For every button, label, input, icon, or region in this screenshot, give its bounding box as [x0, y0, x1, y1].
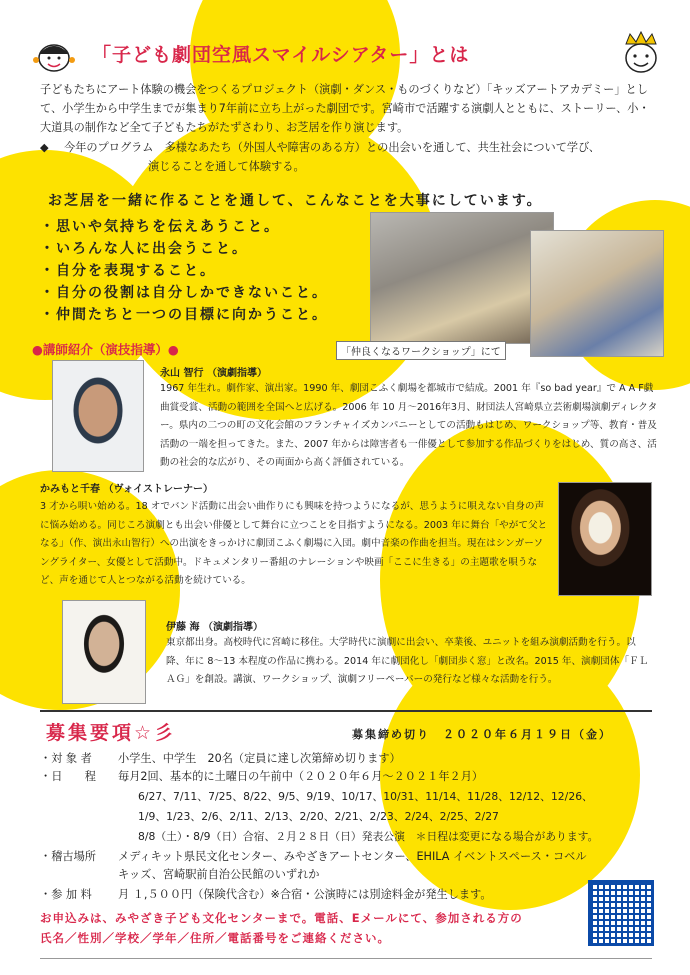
requirement-key: ・稽古場所 [40, 850, 96, 863]
instructors-heading: ●講師紹介（演技指導）● [32, 342, 179, 357]
recruitment-details [40, 750, 660, 904]
qr-code[interactable] [588, 880, 654, 946]
values-list [40, 216, 328, 326]
application-line-2: 氏名／性別／学校／学年／住所／電話番号をご連絡ください。 [40, 931, 390, 945]
smiling-face-icon [620, 30, 662, 76]
values-item: ・思いや気持ちを伝えあうこと。 [40, 219, 280, 235]
requirement-row-continued: キッズ、宮崎駅前自治公民館のいずれか [118, 868, 320, 881]
requirement-row [40, 750, 660, 768]
instructor-name-nagayama: 永山 智行 （演劇指導） [160, 368, 267, 379]
values-item: ・仲間たちと一つの目標に向かうこと。 [40, 307, 328, 323]
bottom-divider [40, 958, 652, 959]
workshop-photo-1 [370, 212, 554, 344]
instructor-name-ito: 伊藤 海 （演劇指導） [166, 622, 263, 633]
requirement-key: ・日 程 [40, 770, 96, 783]
program-bullet: ◆ [40, 141, 49, 154]
values-heading: お芝居を一緒に作ることを通して、こんなことを大事にしています。 [48, 193, 543, 209]
values-item: ・自分の役割は自分しかできないこと。 [40, 285, 328, 301]
instructor-bio-kamimoto: 3 才から唄い始める。18 オでバンド活動に出会い曲作りにも興味を持つようになるが、思うように唄えない自身の声に悩み始める。同じころ演劇とも出会い俳優として舞台に立つことを目指すようになる。2003 年に舞台「やがて父となる」（作、演出永山智行）への出演をきっかけに劇団こふく劇場に入団。劇中音楽の作曲を担当。現在はシンガーソングライター、女優として活動中。ドキュメンタリー番組のナレーションや映画「ここに生きる」の主題歌を唄うなど、声を通じて人とつながる活動を続けている。 [40, 501, 548, 586]
values-item: ・自分を表現すること。 [40, 263, 216, 279]
instructor-photo-ito [62, 600, 146, 704]
program-line-2: 演じることを通して体験する。 [148, 160, 305, 173]
schedule-dates: 6/27、7/11、7/25、8/22、9/5、9/19、10/17、10/31、11/14、11/28、12/12、12/26、 [138, 790, 593, 803]
requirement-row [40, 886, 660, 904]
intro-text: 子どもたちにアート体験の機会をつくるプロジェクト（演劇・ダンス・ものづくりなど）「キッズアートアカデミー」として、小学生から中学生までが集まり7年前に立ち上がった劇団です。宮崎市で活躍する演劇人とともに、ストーリー、小・大道具の制作など全て子どもたちがたずさわり、お芝居を作り演じます。 [40, 83, 650, 134]
section-divider [40, 710, 652, 712]
program-description [40, 138, 660, 176]
application-line-1: お申込みは、みやざき子ども文化センターまで。電話、Eメールにて、参加される方の [40, 911, 523, 925]
instructor-photo-nagayama [52, 360, 144, 472]
instructor-bio-ito: 東京都出身。高校時代に宮崎に移住。大学時代に演劇に出会い、卒業後、ユニットを組み演劇活動を行う。以降、年に 8～13 本程度の作品に携わる。2014 年に劇団化し「劇団歩く窓」と改名。2015 年、演劇団体「ＦＬＡＧ」を創設。講演、ワークショップ、演劇フリーペーパーの発行など様々な活動を行う。 [166, 637, 649, 685]
instructor-name-kamimoto: かみもと千春 （ヴォイストレーナー） [40, 484, 213, 495]
requirement-row [40, 768, 660, 786]
workshop-photo-2 [530, 230, 664, 357]
child-face-icon [32, 36, 76, 76]
recruitment-deadline: 募集締め切り ２０２０年６月１９日（金） [352, 728, 612, 741]
recruitment-title: 募集要項☆彡 [46, 722, 177, 744]
instructor-photo-kamimoto [558, 482, 652, 596]
program-line-1: 今年のプログラム 多様なあたち（外国人や障害のある方）との出会いを通して、共生社会について学び、 [64, 141, 600, 154]
requirement-key: ・参 加 料 [40, 888, 92, 901]
requirement-value: 月 １,５００円（保険代含む）※合宿・公演時には別途料金が発生します。 [118, 888, 492, 901]
values-item: ・いろんな人に出会うこと。 [40, 241, 248, 257]
application-info [40, 908, 580, 948]
requirement-value: メディキット県民文化センター、みやざきアートセンター、EHILA イベントスペース・コベル [118, 850, 587, 863]
schedule-dates: 1/9、1/23、2/6、2/11、2/13、2/20、2/21、2/23、2/24、2/25、2/27 [138, 810, 499, 823]
instructor-bio-nagayama: 1967 年生れ。劇作家、演出家。1990 年、劇団こふく劇場を都城市で結成。2001 年『so bad year』で A A F戯曲賞受賞、活動の範囲を全国へと広げる。2006 年 10 月～2016年3月、財団法人宮崎県立芸術劇場演劇ディレクター。県内の二つの町の文化会館のフランチャイズカンパニーとしての活動もはじめ、ワークショップ等、教育・普及活動の一端を担ってきた。また、2007 年からは障害者も一俳優として参加する作品づくりをはじめ、質の高さ、活動の社会的な広がり、その両面から高く評価されている。 [160, 383, 658, 468]
requirement-row [40, 848, 660, 866]
requirement-key: ・対 象 者 [40, 752, 92, 765]
requirement-value: 小学生、中学生 20名（定員に達し次第締め切ります） [118, 752, 401, 765]
photo-caption: 「仲良くなるワークショップ」にて [336, 341, 506, 360]
requirement-value: 毎月2回、基本的に土曜日の午前中（２０２０年６月～２０２１年２月） [118, 770, 484, 783]
schedule-dates: 8/8（土）・8/9（日）合宿、２月２８日（日）発表公演 ＊日程は変更になる場合があります。 [138, 830, 599, 843]
page-title: 「子ども劇団空風スマイルシアター」とは [92, 44, 470, 66]
